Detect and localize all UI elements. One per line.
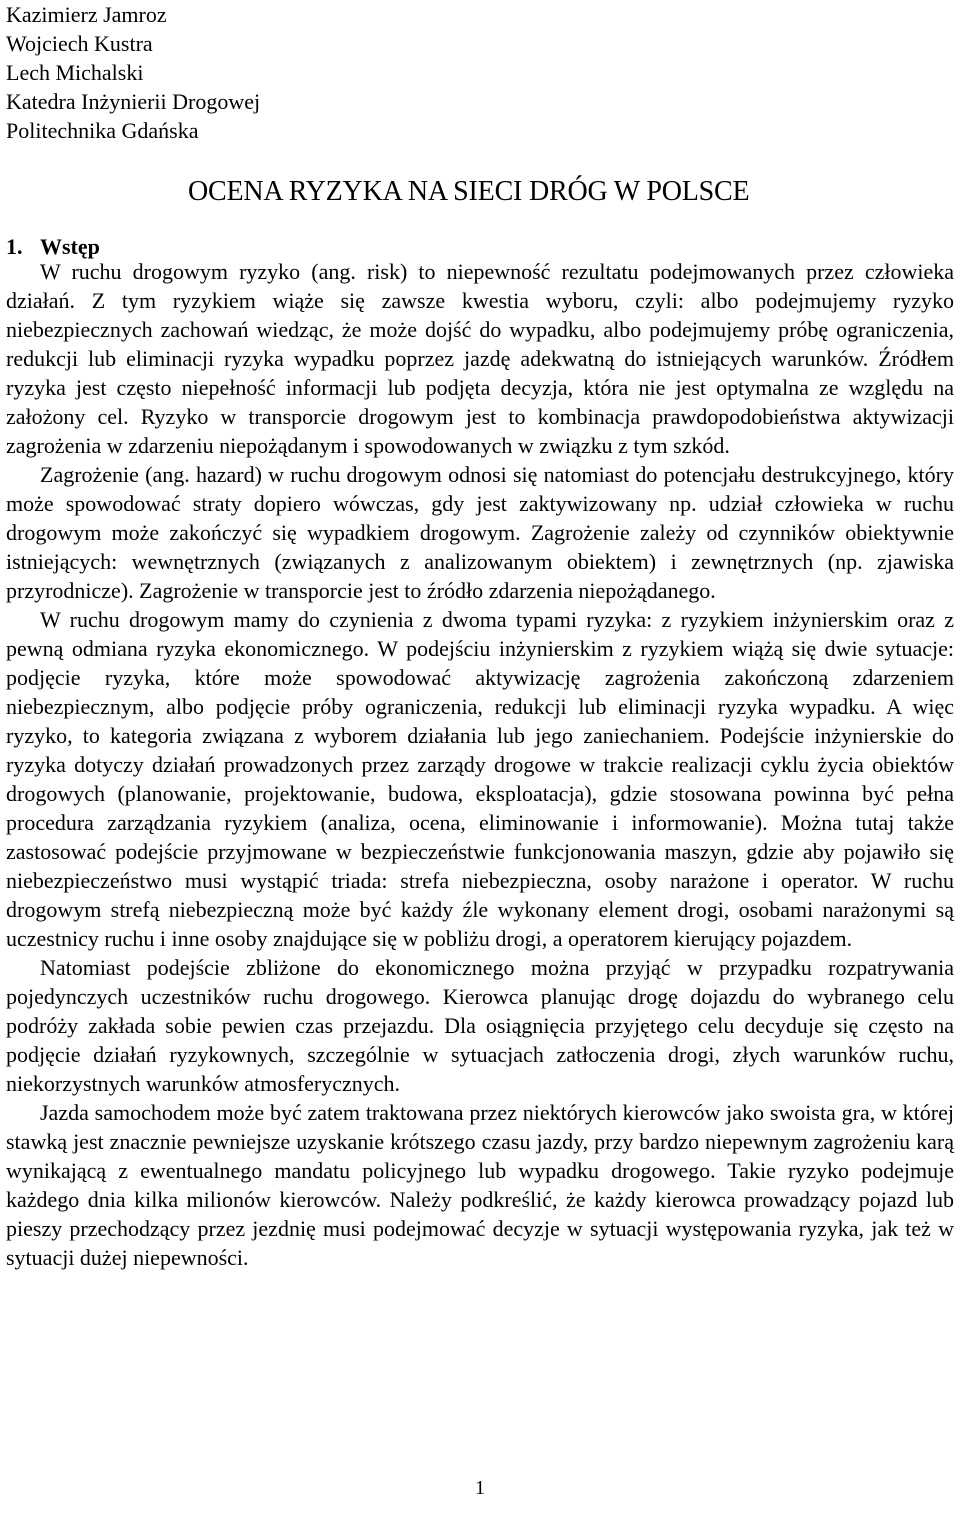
affiliation-university: Politechnika Gdańska bbox=[6, 118, 199, 143]
author-block bbox=[6, 0, 260, 145]
page-number: 1 bbox=[475, 1477, 485, 1499]
section-number: 1. bbox=[6, 234, 23, 259]
document-title: OCENA RYZYKA NA SIECI DRÓG W POLSCE bbox=[188, 176, 750, 207]
author-name: Kazimierz Jamroz bbox=[6, 2, 167, 27]
paragraph: W ruchu drogowym ryzyko (ang. risk) to niepewność rezultatu podejmowanych przez człowieka działań. Z tym ryzykiem wiąże się zawsze kwestia wyboru, czyli: albo podejmujemy ryzyko niebezpiecznych zachowań wiedząc, że może dojść do wypadku, albo podejmujemy próbę ograniczenia, redukcji lub eliminacji ryzyka wypadku poprzez jazdę adekwatną do istniejących warunków. Źródłem ryzyka jest często niepełność informacji lub podjęta decyzja, która nie jest optymalna ze względu na założony cel. Ryzyko w transporcie drogowym jest to kombinacja prawdopodobieństwa aktywizacji zagrożenia w zdarzeniu niepożądanym i spowodowanych w związku z tym szkód. bbox=[6, 259, 954, 458]
paragraph: Zagrożenie (ang. hazard) w ruchu drogowym odnosi się natomiast do potencjału destrukcyjnego, który może spowodować straty dopiero wówczas, gdy jest zaktywizowany np. udział człowieka w ruchu drogowym może zakończyć się wypadkiem drogowym. Zagrożenie zależy od czynników obiektywnie istniejących: wewnętrznych (związanych z analizowanym obiektem) i zewnętrznych (np. zjawiska przyrodnicze). Zagrożenie w transporcie jest to źródło zdarzenia niepożądanego. bbox=[6, 462, 954, 603]
paragraph: W ruchu drogowym mamy do czynienia z dwoma typami ryzyka: z ryzykiem inżynierskim oraz z pewną odmiana ryzyka ekonomicznego. W podejściu inżynierskim z ryzykiem wiążą się dwie sytuacje: podjęcie ryzyka, które może spowodować aktywizację zagrożenia zakończoną zdarzeniem niebezpiecznym, albo podjęcie próby ograniczenia, redukcji lub eliminacji ryzyka wypadku. A więc ryzyko, to kategoria związana z wyborem działania lub jego zaniechaniem. Podejście inżynierskie do ryzyka dotyczy działań prowadzonych przez zarządy drogowe w trakcie realizacji cyklu życia obiektów drogowych (planowanie, projektowanie, budowa, eksploatacja), gdzie stosowana powinna być pełna procedura zarządzania ryzykiem (analiza, ocena, eliminowanie i informowanie). Można tutaj także zastosować podejście przyjmowane w bezpieczeństwie funkcjonowania maszyn, gdzie aby pojawiło się niebezpieczeństwo musi wystąpić triada: strefa niebezpieczna, osoby narażone i operator. W ruchu drogowym strefą niebezpieczną może być każdy źle wykonany element drogi, osobami narażonymi są uczestnicy ruchu i inne osoby znajdujące się w pobliżu drogi, a operatorem kierujący pojazdem. bbox=[6, 607, 954, 951]
section-title: Wstęp bbox=[40, 234, 100, 259]
author-name: Wojciech Kustra bbox=[6, 31, 153, 56]
body-text bbox=[6, 257, 954, 1272]
paragraph: Natomiast podejście zbliżone do ekonomicznego można przyjąć w przypadku rozpatrywania pojedynczych uczestników ruchu drogowego. Kierowca planując drogę dojazdu do wybranego celu podróży zakłada sobie pewien czas przejazdu. Dla osiągnięcia przyjętego celu decyduje się często na podjęcie działań ryzykownych, szczególnie w sytuacjach zatłoczenia drogi, złych warunków ruchu, niekorzystnych warunków atmosferycznych. bbox=[6, 955, 954, 1096]
author-name: Lech Michalski bbox=[6, 60, 144, 85]
affiliation-department: Katedra Inżynierii Drogowej bbox=[6, 89, 261, 114]
paragraph: Jazda samochodem może być zatem traktowana przez niektórych kierowców jako swoista gra, w której stawką jest znacznie pewniejsze uzyskanie krótszego czasu jazdy, przy bardzo niepewnym zagrożeniu karą wynikającą z ewentualnego mandatu policyjnego lub wypadku drogowego. Takie ryzyko podejmuje każdego dnia kilka milionów kierowców. Należy podkreślić, że każdy kierowca prowadzący pojazd lub pieszy przechodzący przez jezdnię musi podejmować decyzje w sytuacji występowania ryzyka, jak też w sytuacji dużej niepewności. bbox=[6, 1100, 954, 1270]
